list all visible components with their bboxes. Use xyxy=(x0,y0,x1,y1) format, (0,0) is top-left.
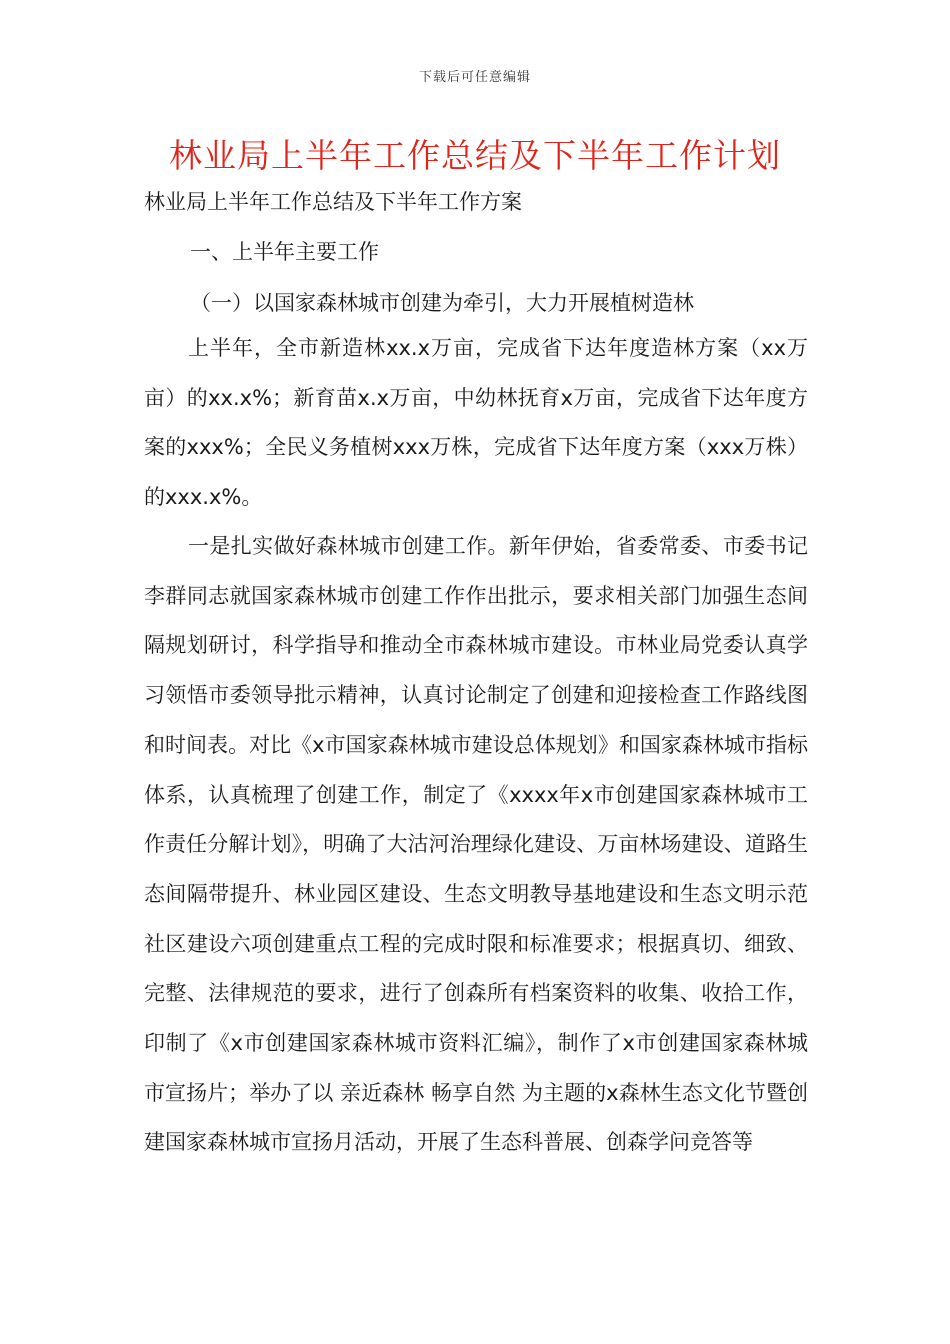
download-note: 下载后可任意编辑 xyxy=(418,70,531,85)
subsection-heading: （一）以国家森林城市创建为牵引，大力开展植树造林 xyxy=(190,291,694,315)
document-title: 林业局上半年工作总结及下半年工作计划 xyxy=(169,136,781,175)
paragraph-output-summary: 上半年，全市新造林xx.x万亩，完成省下达年度造林方案（xx万亩）的xx.x%；新育苗x.x万亩，中幼林抚育x万亩，完成省下达年度方案的xxx%；全民义务植树xxx万株，完成省下达年度方案（xxx万株）的xxx.x%。 xyxy=(144,336,808,510)
section-heading: 一、上半年主要工作 xyxy=(190,240,379,264)
paragraph-forest-city: 一是扎实做好森林城市创建工作。新年伊始，省委常委、市委书记李群同志就国家森林城市创建工作作出批示，要求相关部门加强生态间隔规划研讨，科学指导和推动全市森林城市建设。市林业局党委认真学习领悟市委领导批示精神，认真讨论制定了创建和迎接检查工作路线图和时间表。对比《x市国家森林城市建设总体规划》和国家森林城市指标体系，认真梳理了创建工作，制定了《xxxx年x市创建国家森林城市工作责任分解计划》，明确了大沽河治理绿化建设、万亩林场建设、道路生态间隔带提升、林业园区建设、生态文明教导基地建设和生态文明示范社区建设六项创建重点工程的完成时限和标准要求；根据真切、细致、完整、法律规范的要求，进行了创森所有档案资料的收集、收拾工作，印制了《x市创建国家森林城市资料汇编》，制作了x市创建国家森林城市宣扬片；举办了以 亲近森林 畅享自然 为主题的x森林生态文化节暨创建国家森林城市宣扬月活动，开展了生态科普展、创森学问竞答等 xyxy=(144,534,808,1155)
document-subtitle: 林业局上半年工作总结及下半年工作方案 xyxy=(144,190,522,214)
